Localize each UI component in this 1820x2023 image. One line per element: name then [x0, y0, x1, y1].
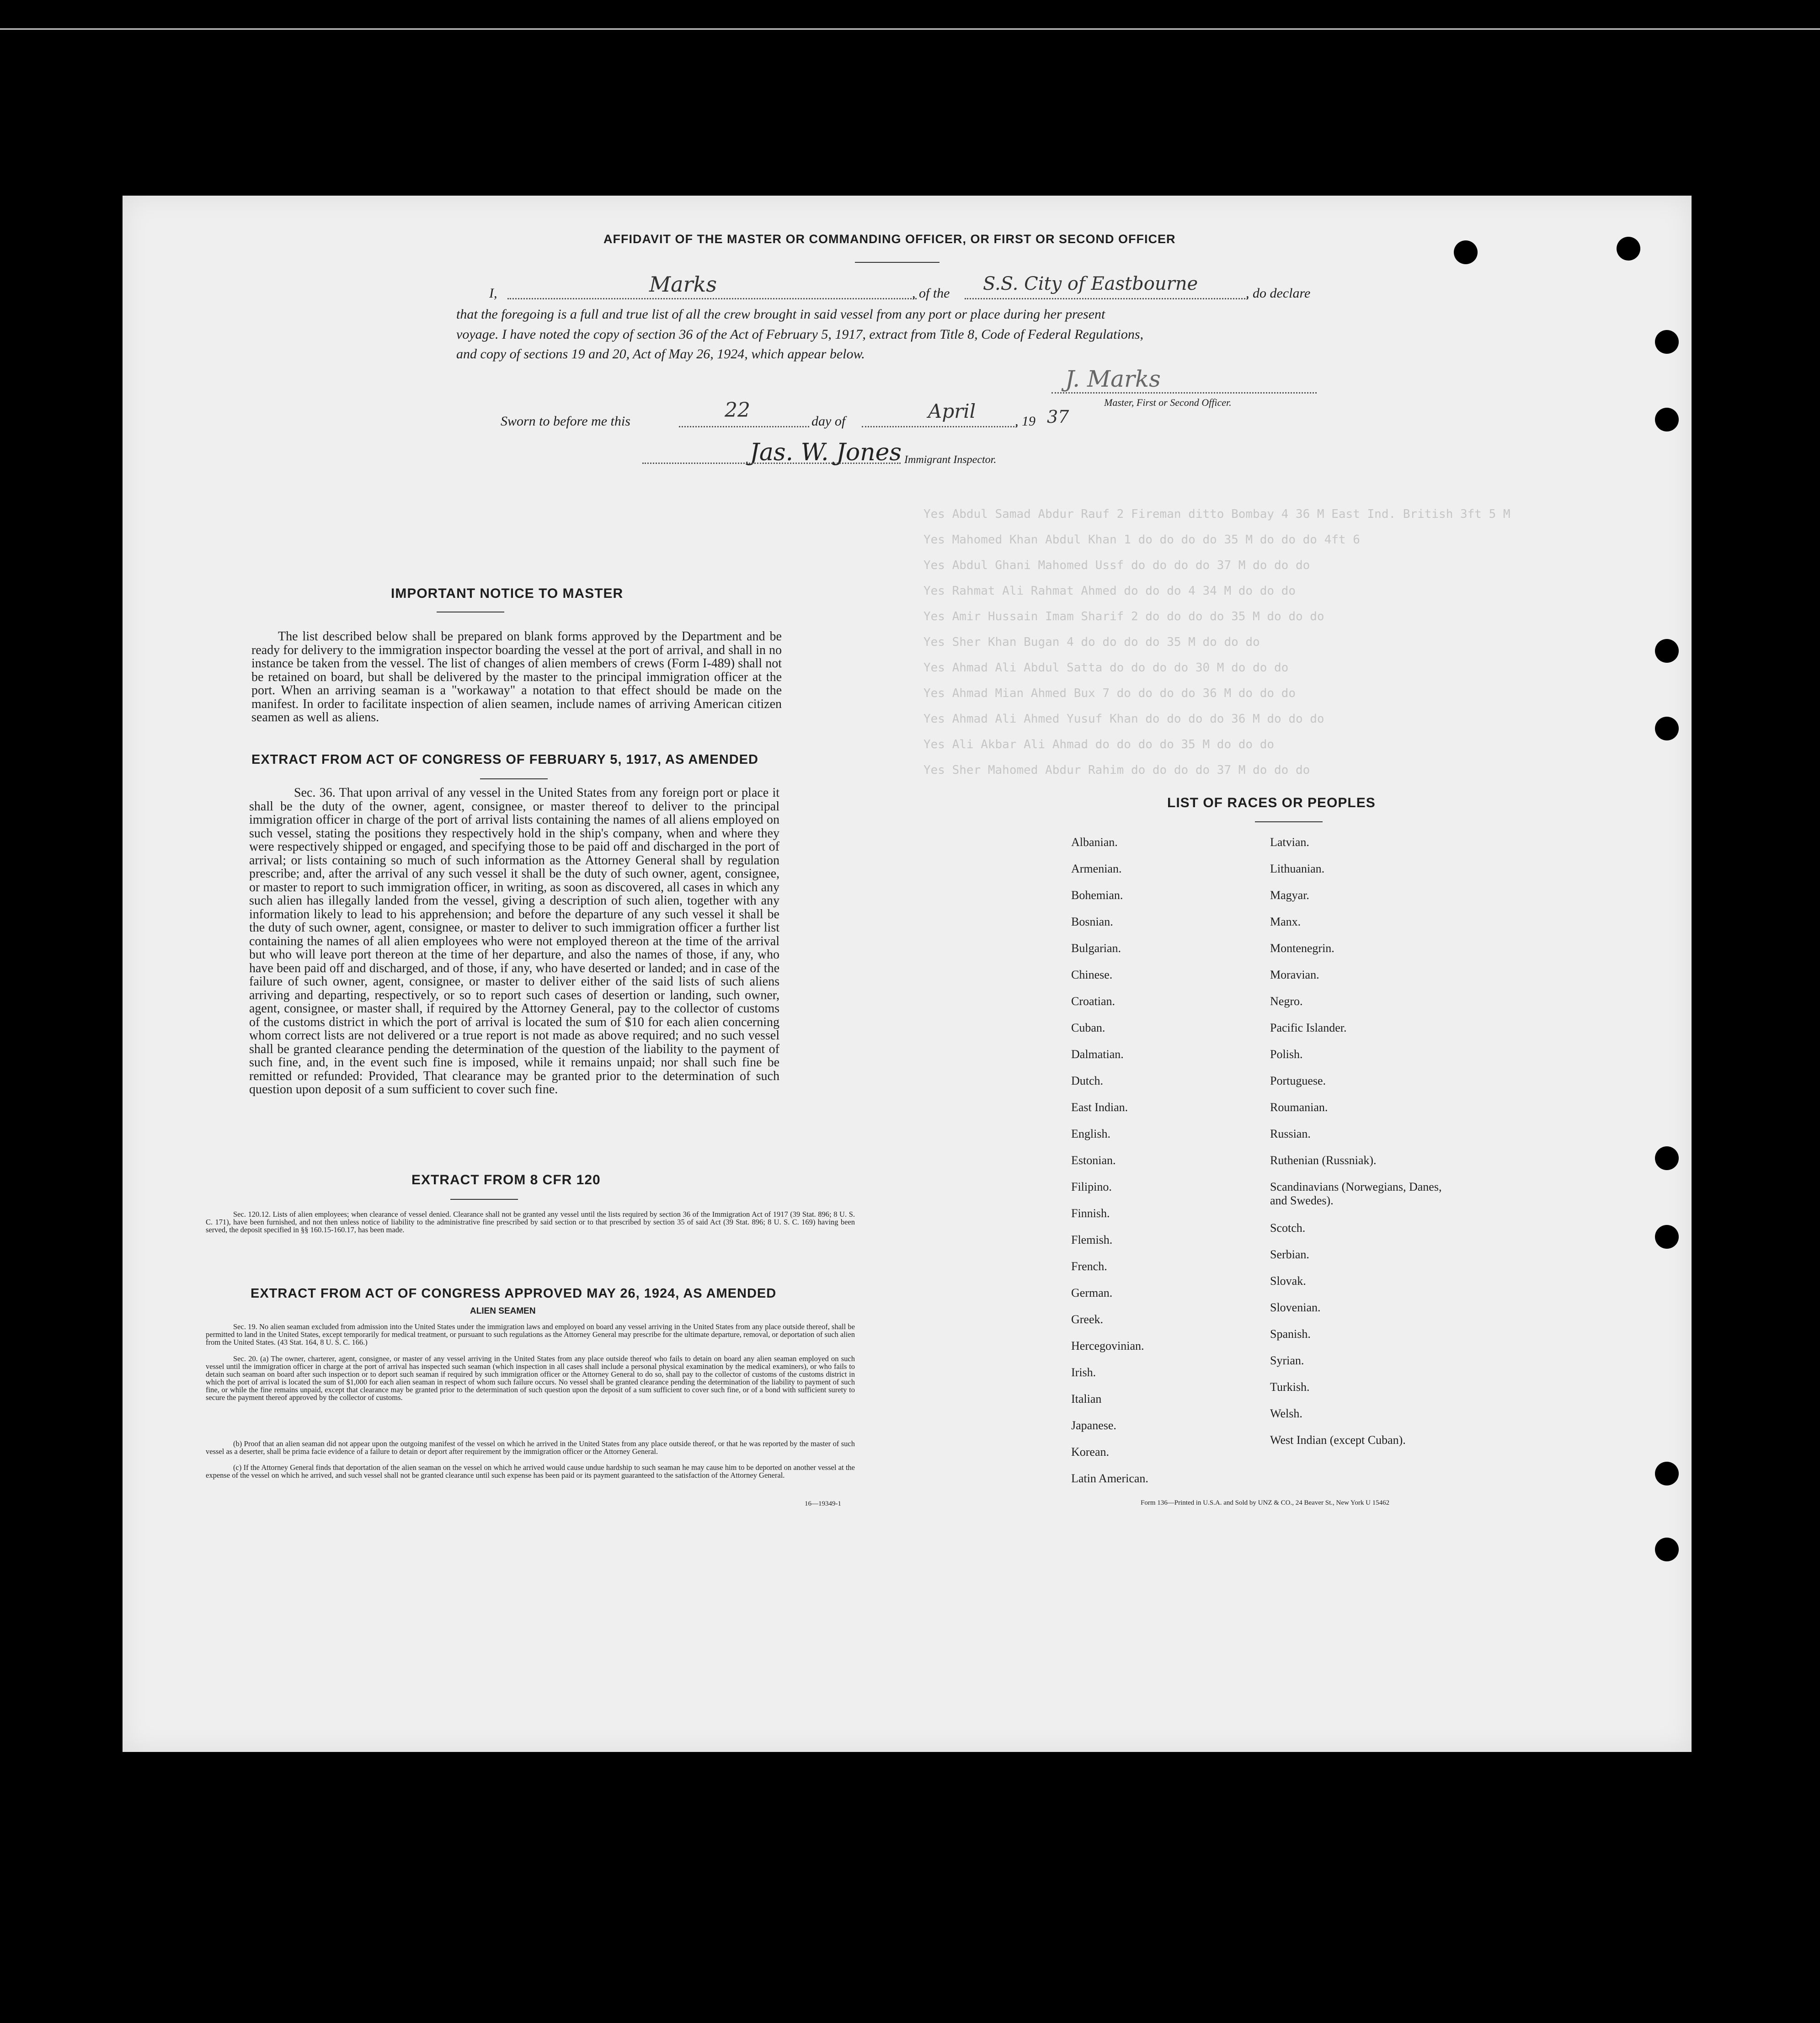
bleed-through-row: Yes Ahmad Mian Ahmed Bux 7 do do do do 36 M do do do — [923, 687, 1296, 700]
affidavit-title: AFFIDAVIT OF THE MASTER OR COMMANDING OFFICER, OR FIRST OR SECOND OFFICER — [603, 232, 1176, 246]
bleed-through-row: Yes Mahomed Khan Abdul Khan 1 do do do do 35 M do do do 4ft 6 — [923, 533, 1360, 547]
race-item: Montenegrin. — [1270, 942, 1334, 955]
punch-hole — [1655, 330, 1679, 354]
film-edge-line — [0, 28, 1820, 30]
race-item: English. — [1071, 1127, 1110, 1140]
punch-hole — [1617, 237, 1640, 261]
race-item: Moravian. — [1270, 968, 1319, 981]
extract-1924-sec19: Sec. 19. No alien seaman excluded from admission into the United States under the immigration laws and employed on board any vessel arriving in the United States from any place outside thereof, shall be permitted to land in the United States, except temporarily for medical treatment, or pursuant to such regulations as the Attorney General may prescribe for the ultimate departure, removal, or deportation of such alien from the United States. (43 Stat. 164, 8 U. S. C. 166.) — [206, 1322, 855, 1347]
notice-text: The list described below shall be prepared on blank forms approved by the Department and be ready for delivery to the immigration inspector boarding the vessel at the port of arrival, and shall in no instance be taken from the vessel. The list of changes of alien members of crews (Form I-489) shall not be retained on board, but shall be delivered by the master to the principal immigration officer at the port. When an arriving seaman is a "workaway" a notation to that effect should be made on the manifest. In order to facilitate inspection of alien seamen, include names of arriving American citizen seamen as well as aliens. — [251, 629, 782, 724]
race-item: West Indian (except Cuban). — [1270, 1433, 1406, 1447]
extract-1924-sec20c: (c) If the Attorney General finds that deportation of the alien seaman on the vessel on which he arrived would cause undue hardship to such seaman he may cause him to be deported on another vessel at the expense of the vessel on which he arrived, and such vessel shall not be granted clearance until such expense has been paid or its payment guaranteed to the satisfaction of the Attorney General. — [206, 1463, 855, 1480]
bleed-through-row: Yes Sher Khan Bugan 4 do do do do 35 M do do do — [923, 635, 1260, 649]
race-item: Slovenian. — [1270, 1301, 1321, 1314]
race-item: Korean. — [1071, 1445, 1110, 1459]
extract-1917-title: EXTRACT FROM ACT OF CONGRESS OF FEBRUARY 5, 1917, AS AMENDED — [251, 752, 758, 767]
race-item: Syrian. — [1270, 1354, 1304, 1367]
race-item: Scotch. — [1270, 1221, 1306, 1235]
day-of-label: day of — [811, 414, 846, 429]
race-item: Chinese. — [1071, 968, 1113, 981]
sworn-year-handwritten: 37 — [1047, 407, 1069, 427]
race-item: Manx. — [1270, 915, 1301, 928]
extract-1924-subtitle: ALIEN SEAMEN — [470, 1306, 536, 1316]
race-item: Flemish. — [1071, 1233, 1113, 1246]
race-item: Bohemian. — [1071, 889, 1123, 902]
race-item: East Indian. — [1071, 1101, 1128, 1114]
race-item: Polish. — [1270, 1048, 1303, 1061]
inspector-signature: Jas. W. Jones — [750, 439, 902, 466]
race-item: Spanish. — [1270, 1327, 1311, 1341]
race-item: Lithuanian. — [1270, 862, 1325, 875]
race-item: Russian. — [1270, 1127, 1311, 1140]
race-item: Finnish. — [1071, 1207, 1110, 1220]
vessel-name-handwritten: S.S. City of Eastbourne — [983, 273, 1198, 294]
race-item: Cuban. — [1071, 1021, 1105, 1034]
sworn-month-handwritten: April — [928, 400, 976, 422]
punch-hole — [1655, 1538, 1679, 1561]
affidavit-do-declare: , do declare — [1246, 286, 1311, 301]
bleed-through-row: Yes Ahmad Ali Abdul Satta do do do do 30 M do do do — [923, 661, 1289, 675]
race-item: Croatian. — [1071, 995, 1115, 1008]
race-item: Scandinavians (Norwegians, Danes, and Swedes). — [1270, 1180, 1442, 1207]
bleed-through-row: Yes Abdul Samad Abdur Rauf 2 Fireman ditto Bombay 4 36 M East Ind. British 3ft 5 M — [923, 507, 1510, 521]
form-footer: Form 136—Printed in U.S.A. and Sold by UNZ & CO., 24 Beaver St., New York U 15462 — [1141, 1499, 1390, 1507]
punch-hole — [1655, 408, 1679, 431]
race-item: Dalmatian. — [1071, 1048, 1124, 1061]
race-item: German. — [1071, 1286, 1113, 1299]
races-title-rule — [1255, 821, 1323, 822]
affidavit-title-rule — [855, 262, 939, 263]
race-item: Italian — [1071, 1392, 1102, 1405]
race-item: Pacific Islander. — [1270, 1021, 1347, 1034]
race-item: Negro. — [1270, 995, 1303, 1008]
race-item: Hercegovinian. — [1071, 1339, 1144, 1352]
bleed-through-row: Yes Rahmat Ali Rahmat Ahmed do do do 4 34 M do do do — [923, 584, 1296, 598]
sworn-day-handwritten: 22 — [725, 399, 750, 422]
sworn-day-line — [679, 426, 809, 427]
race-item: Irish. — [1071, 1366, 1096, 1379]
races-left-column — [1071, 836, 1148, 1498]
race-item: Japanese. — [1071, 1419, 1116, 1432]
bleed-through-row: Yes Sher Mahomed Abdur Rahim do do do do 37 M do do do — [923, 763, 1310, 777]
race-item: Albanian. — [1071, 836, 1118, 849]
race-item: Serbian. — [1270, 1248, 1309, 1261]
affidavit-text-line: voyage. I have noted the copy of section 36 of the Act of February 5, 1917, extract from Title 8, Code of Federal Regulations, — [456, 327, 1144, 342]
extract-1924-sec20a: Sec. 20. (a) The owner, charterer, agent, consignee, or master of any vessel arriving in the United States from any place outside thereof who fails to detain on board any alien seaman employed on such vessel until the immigration officer in charge at the port of arrival has inspected such seaman (which inspection in all cases shall include a personal physical examination by the medical examiners), or who fails to detain such seaman on board after such inspection or to deport such seaman if required by such immigration officer or the Attorney General to do so, shall pay to the collector of customs of the customs district in which the port of arrival is located the sum of $1,000 for each alien seaman in respect of whom such failure occurs. No vessel shall be granted clearance pending the determination of the liability to payment of such fine, or while the fine remains unpaid, except that clearance may be granted prior to the determination of such question upon the deposit of a sum sufficient to cover such fine, or of a bond with sufficient surety to secure the payment thereof approved by the collector of customs. — [206, 1354, 855, 1402]
extract-1917-rule — [480, 778, 548, 779]
race-item: Magyar. — [1270, 889, 1309, 902]
inspector-caption: Immigrant Inspector. — [904, 454, 997, 466]
bleed-through-row: Yes Ahmad Ali Ahmed Yusuf Khan do do do do 36 M do do do — [923, 712, 1324, 726]
race-item: Greek. — [1071, 1313, 1104, 1326]
race-item: Armenian. — [1071, 862, 1122, 875]
race-item: Dutch. — [1071, 1074, 1104, 1087]
extract-1924-title: EXTRACT FROM ACT OF CONGRESS APPROVED MAY 26, 1924, AS AMENDED — [251, 1286, 777, 1301]
master-signature-line — [1051, 392, 1317, 394]
affidavit-intro-i: I, — [489, 286, 497, 301]
affidavit-text-line: and copy of sections 19 and 20, Act of May 26, 1924, which appear below. — [456, 346, 865, 362]
bleed-through-row: Yes Abdul Ghani Mahomed Ussf do do do do 37 M do do do — [923, 559, 1310, 572]
extract-1924-sec20b: (b) Proof that an alien seaman did not appear upon the outgoing manifest of the vessel on which he arrived in the United States from any place outside thereof, or that he was reported by the master of such vessel as a deserter, shall be prima facie evidence of a failure to detain or deport after requirement by the immigration officer or the Attorney General. — [206, 1439, 855, 1456]
master-signature: J. Marks — [1065, 366, 1161, 392]
race-item: Filipino. — [1071, 1180, 1112, 1193]
race-item: Latvian. — [1270, 836, 1309, 849]
master-name-handwritten: Marks — [649, 272, 717, 297]
race-item: Estonian. — [1071, 1154, 1116, 1167]
race-item: Welsh. — [1270, 1407, 1302, 1420]
race-item: Bosnian. — [1071, 915, 1113, 928]
race-item: French. — [1071, 1260, 1107, 1273]
races-title: LIST OF RACES OR PEOPLES — [1167, 795, 1376, 810]
race-item: Bulgarian. — [1071, 942, 1121, 955]
form-code: 16—19349-1 — [805, 1500, 841, 1507]
notice-title: IMPORTANT NOTICE TO MASTER — [391, 586, 624, 601]
master-name-line — [507, 298, 917, 299]
race-item: Latin American. — [1071, 1472, 1148, 1485]
punch-hole — [1454, 240, 1478, 264]
race-item: Ruthenian (Russniak). — [1270, 1154, 1377, 1167]
sworn-month-line — [862, 426, 1017, 427]
extract-cfr-text: Sec. 120.12. Lists of alien employees; when clearance of vessel denied. Clearance shall not be granted any vessel until the lists required by section 36 of the Immigration Act of 1917 (39 Stat. 896; 8 U. S. C. 171), have been furnished, and not then unless notice of liability to the administrative fine prescribed by said section or to that prescribed by section 35 of said Act (39 Stat. 896; 8 U. S. C. 169) having been served, the deposit specified in §§ 160.15-160.17, has been made. — [206, 1210, 855, 1234]
races-right-column — [1270, 836, 1453, 1460]
bleed-through-row: Yes Ali Akbar Ali Ahmad do do do do 35 M do do do — [923, 738, 1275, 751]
race-item: Portuguese. — [1270, 1074, 1326, 1087]
race-item: Roumanian. — [1270, 1101, 1328, 1114]
affidavit-of-the: , of the — [912, 286, 950, 301]
vessel-name-line — [965, 298, 1248, 299]
extract-cfr-rule — [450, 1199, 518, 1200]
bleed-through-row: Yes Amir Hussain Imam Sharif 2 do do do do 35 M do do do — [923, 610, 1324, 623]
master-signature-caption: Master, First or Second Officer. — [1104, 397, 1232, 408]
year-prefix: , 19 — [1015, 414, 1035, 429]
inspector-signature-line — [642, 463, 901, 464]
punch-hole — [1655, 1462, 1679, 1485]
extract-1917-text: Sec. 36. That upon arrival of any vessel in the United States from any foreign port or place it shall be the duty of the owner, agent, consignee, or master thereof to deliver to the principal immigration officer in charge of the port of arrival lists containing the names of all aliens employed on such vessel, stating the positions they respectively hold in the ship's company, when and where they were respectively shipped or engaged, and specifying those to be paid off and discharged in the port of arrival; or lists containing so much of such information as the Attorney General shall by regulation prescribe; and, after the arrival of any such vessel it shall be the duty of such owner, agent, consignee, or master to report to such immigration officer, in writing, as soon as discovered, all cases in which any such alien has illegally landed from the vessel, giving a description of such alien, together with any information likely to lead to his apprehension; and before the departure of any such vessel it shall be the duty of such owner, agent, consignee, or master to deliver to such immigration officer a further list containing the names of all alien employees who were not employed thereon at the time of the arrival but who will leave port thereon at the time of her departure, and also the names of those, if any, who have been paid off and discharged, and of those, if any, who have deserted or landed; and in case of the failure of such owner, agent, consignee, or master to deliver either of the said lists of such aliens arriving and departing, respectively, or so to report such cases of desertion or landing, such owner, agent, consignee, or master shall, if required by the Attorney General, pay to the collector of customs of the customs district in which the port of arrival is located the sum of $10 for each alien concerning whom correct lists are not delivered or a true report is not made as above required; and no such vessel shall be granted clearance pending the determination of the question of the liability to the payment of such fine, and, in the event such fine is imposed, while it remains unpaid; nor shall such fine be remitted or refunded: Provided, That clearance may be granted prior to the determination of such question upon deposit of a sum sufficient to cover such fine. — [249, 786, 779, 1097]
sworn-label: Sworn to before me this — [501, 414, 630, 429]
affidavit-text-line: that the foregoing is a full and true list of all the crew brought in said vessel from any port or place during her present — [456, 307, 1105, 322]
race-item: Slovak. — [1270, 1274, 1306, 1288]
extract-cfr-title: EXTRACT FROM 8 CFR 120 — [411, 1172, 601, 1187]
race-item: Turkish. — [1270, 1380, 1310, 1394]
